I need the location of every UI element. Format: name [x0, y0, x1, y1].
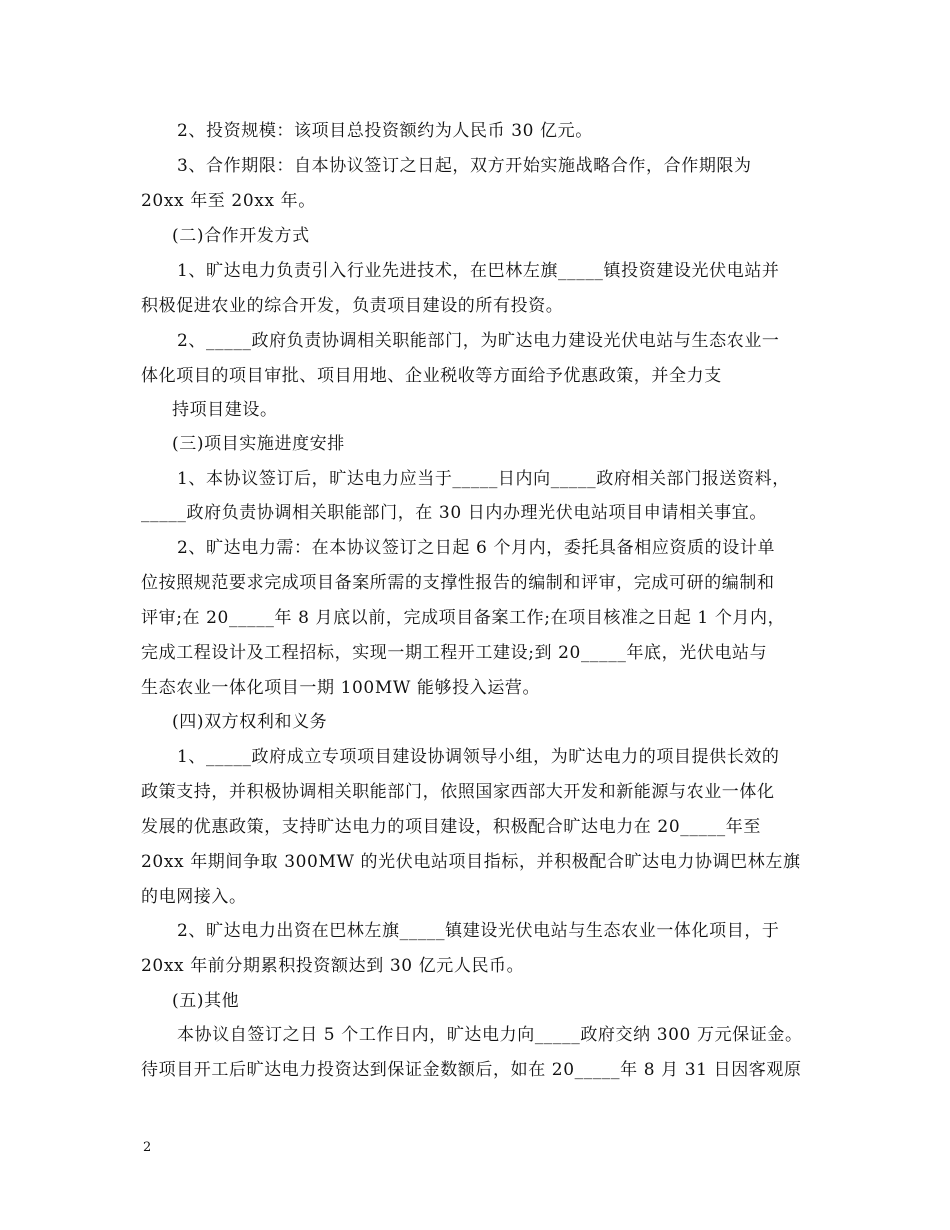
section-heading: (四)双方权利和义务: [172, 712, 328, 732]
text-line: 体化项目的项目审批、项目用地、企业税收等方面给予优惠政策，并全力支: [141, 366, 722, 386]
text-line: 持项目建设。: [172, 400, 278, 420]
text-line: 2、_____政府负责协调相关职能部门，为旷达电力建设光伏电站与生态农业一: [177, 331, 780, 351]
text-line: 评审;在 20_____年 8 月底以前，完成项目备案工作;在项目核准之日起 1 个月内，: [141, 608, 786, 628]
text-line: 2、旷达电力需：在本协议签订之日起 6 个月内，委托具备相应资质的设计单: [177, 538, 776, 558]
section-heading: (三)项目实施进度安排: [172, 434, 345, 454]
text-line: 1、旷达电力负责引入行业先进技术，在巴林左旗_____镇投资建设光伏电站并: [177, 261, 780, 281]
text-line: 20xx 年至 20xx 年。: [141, 191, 316, 211]
section-heading: (五)其他: [172, 991, 240, 1011]
text-line: 政策支持，并积极协调相关职能部门，依照国家西部大开发和新能源与农业一体化: [141, 782, 775, 802]
text-line: 发展的优惠政策，支持旷达电力的项目建设，积极配合旷达电力在 20_____年至: [141, 817, 761, 837]
text-line: 本协议自签订之日 5 个工作日内，旷达电力向_____政府交纳 300 万元保证金。: [177, 1025, 803, 1045]
text-line: 3、合作期限：自本协议签订之日起，双方开始实施战略合作，合作期限为: [177, 156, 752, 176]
text-line: 积极促进农业的综合开发，负责项目建设的所有投资。: [141, 296, 564, 316]
text-line: 20xx 年前分期累积投资额达到 30 亿元人民币。: [141, 956, 525, 976]
text-line: 完成工程设计及工程招标，实现一期工程开工建设;到 20_____年底，光伏电站与: [141, 643, 768, 663]
text-line: 1、本协议签订后，旷达电力应当于_____日内向_____政府相关部门报送资料，: [177, 469, 790, 489]
text-line: 20xx 年期间争取 300MW 的光伏电站项目指标，并积极配合旷达电力协调巴林左旗: [141, 852, 801, 872]
text-line: 2、旷达电力出资在巴林左旗_____镇建设光伏电站与生态农业一体化项目，于: [177, 921, 780, 941]
text-line: 1、_____政府成立专项项目建设协调领导小组，为旷达电力的项目提供长效的: [177, 747, 780, 767]
text-line: _____政府负责协调相关职能部门，在 30 日内办理光伏电站项目申请相关事宜。: [141, 503, 767, 523]
section-heading: (二)合作开发方式: [172, 226, 310, 246]
text-line: 生态农业一体化项目一期 100MW 能够投入运营。: [141, 678, 541, 698]
text-line: 待项目开工后旷达电力投资达到保证金数额后，如在 20_____年 8 月 31 日因客观原: [141, 1060, 802, 1080]
text-line: 2、投资规模：该项目总投资额约为人民币 30 亿元。: [177, 121, 593, 141]
page-number: 2: [143, 1140, 152, 1155]
text-line: 的电网接入。: [141, 887, 247, 907]
text-line: 位按照规范要求完成项目备案所需的支撑性报告的编制和评审，完成可研的编制和: [141, 573, 775, 593]
